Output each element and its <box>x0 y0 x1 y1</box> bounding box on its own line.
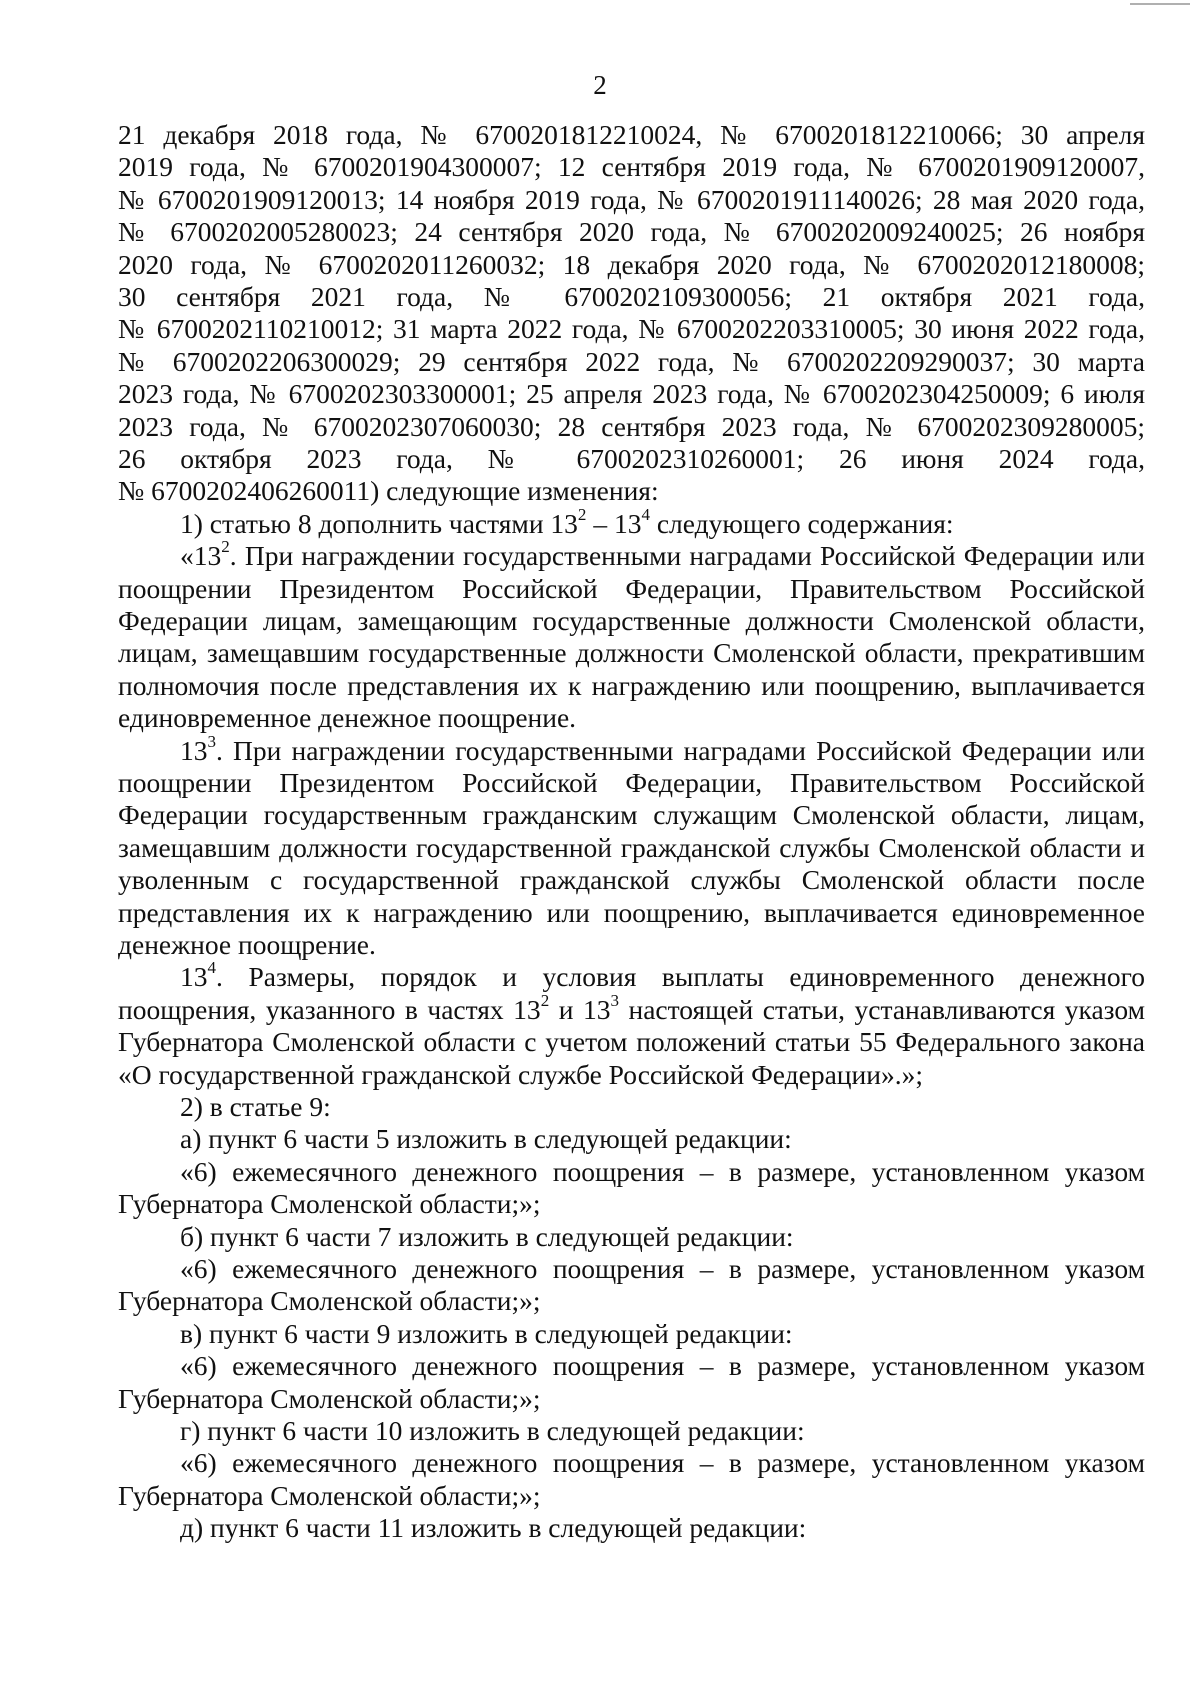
quote-g: «6) ежемесячного денежного поощрения – в размере, установленном указом Губернатора Смоленской области;»; <box>118 1447 1145 1511</box>
part-13-4-paragraph: $13^4$. Размеры, порядок и условия выплаты единовременного денежного поощрения, указанного в частях $13^2$ и $13^3$ настоящей статьи, устанавливаются указом Губернатора Смоленской области с учетом положений статьи 55 Федерального закона «О государственной гражданской службе Российской Федерации».»; <box>118 958 1145 1090</box>
text-line: № 6700202206300029; 29 сентября 2022 года, № 6700202209290037; 30 марта <box>118 345 1145 377</box>
part-13-3-paragraph: $13^3$. При награждении государственными наградами Российской Федерации или поощрении Президентом Российской Федерации, Правительством Российской Федерации государственным гражданским служащим Смоленской области, лицам, замещавшим должности государственной гражданской службы Смоленской области и уволенным с государственной гражданской службы Смоленской области после представления их к награждению или поощрению, выплачивается единовременное денежное поощрение. <box>118 731 1145 960</box>
document-body <box>118 119 1145 1545</box>
quote-a: «6) ежемесячного денежного поощрения – в размере, установленном указом Губернатора Смоленской области;»; <box>118 1155 1145 1220</box>
quote-b: «6) ежемесячного денежного поощрения – в размере, установленном указом Губернатора Смоленской области;»; <box>118 1253 1145 1317</box>
text-line: 2023 года, № 6700202307060030; 28 сентября 2023 года, № 6700202309280005; <box>118 410 1145 442</box>
amendment-item-1: 1) статью 8 дополнить частями $13^2 - 13^4$ следующего содержания: <box>180 504 954 539</box>
sub-item-b: б) пункт 6 части 7 изложить в следующей редакции: <box>180 1220 794 1252</box>
sub-item-d: д) пункт 6 части 11 изложить в следующей редакции: <box>180 1512 807 1544</box>
text-line: 2023 года, № 6700202303300001; 25 апреля 2023 года, № 6700202304250009; 6 июля <box>118 378 1145 410</box>
text-line: 30 сентября 2021 года, № 6700202109300056; 21 октября 2021 года, <box>118 280 1145 312</box>
quote-v: «6) ежемесячного денежного поощрения – в размере, установленном указом Губернатора Смоленской области;»; <box>118 1350 1145 1414</box>
sub-item-v: в) пункт 6 части 9 изложить в следующей редакции: <box>180 1317 793 1349</box>
page-number: 2 <box>593 70 607 100</box>
amendment-item-2: 2) в статье 9: <box>180 1091 331 1122</box>
text-line: № 6700202110210012; 31 марта 2022 года, № 6700202203310005; 30 июня 2022 года, <box>118 313 1145 345</box>
text-line: № 6700202005280023; 24 сентября 2020 года, № 6700202009240025; 26 ноября <box>118 216 1145 248</box>
scan-edge-mark <box>1130 3 1190 5</box>
registration-list <box>118 119 1145 508</box>
text-line: 26 октября 2023 года, № 6700202310260001; 26 июня 2024 года, <box>118 442 1145 474</box>
text-line: № 6700202406260011) следующие изменения: <box>118 475 659 507</box>
sub-item-g: г) пункт 6 части 10 изложить в следующей редакции: <box>180 1415 805 1447</box>
text-line: 21 декабря 2018 года, № 6700201812210024, № 6700201812210066; 30 апреля <box>118 119 1145 150</box>
text-line: 2020 года, № 6700202011260032; 18 декабря 2020 года, № 6700202012180008; <box>118 248 1145 280</box>
sub-item-a: а) пункт 6 части 5 изложить в следующей редакции: <box>180 1123 792 1155</box>
text-line: 2019 года, № 6700201904300007; 12 сентября 2019 года, № 6700201909120007, <box>118 151 1145 183</box>
text-line: № 6700201909120013; 14 ноября 2019 года, № 6700201911140026; 28 мая 2020 года, <box>118 183 1145 215</box>
part-13-2-paragraph: «$13^2$. При награждении государственными наградами Российской Федерации или поощрении Президентом Российской Федерации, Правительством Российской Федерации лицам, замещающим государственные должности Смоленской области, лицам, замещавшим государственные должности Смоленской области, прекратившим полномочия после представления их к награждению или поощрению, выплачивается единовременное денежное поощрение. <box>118 537 1145 734</box>
